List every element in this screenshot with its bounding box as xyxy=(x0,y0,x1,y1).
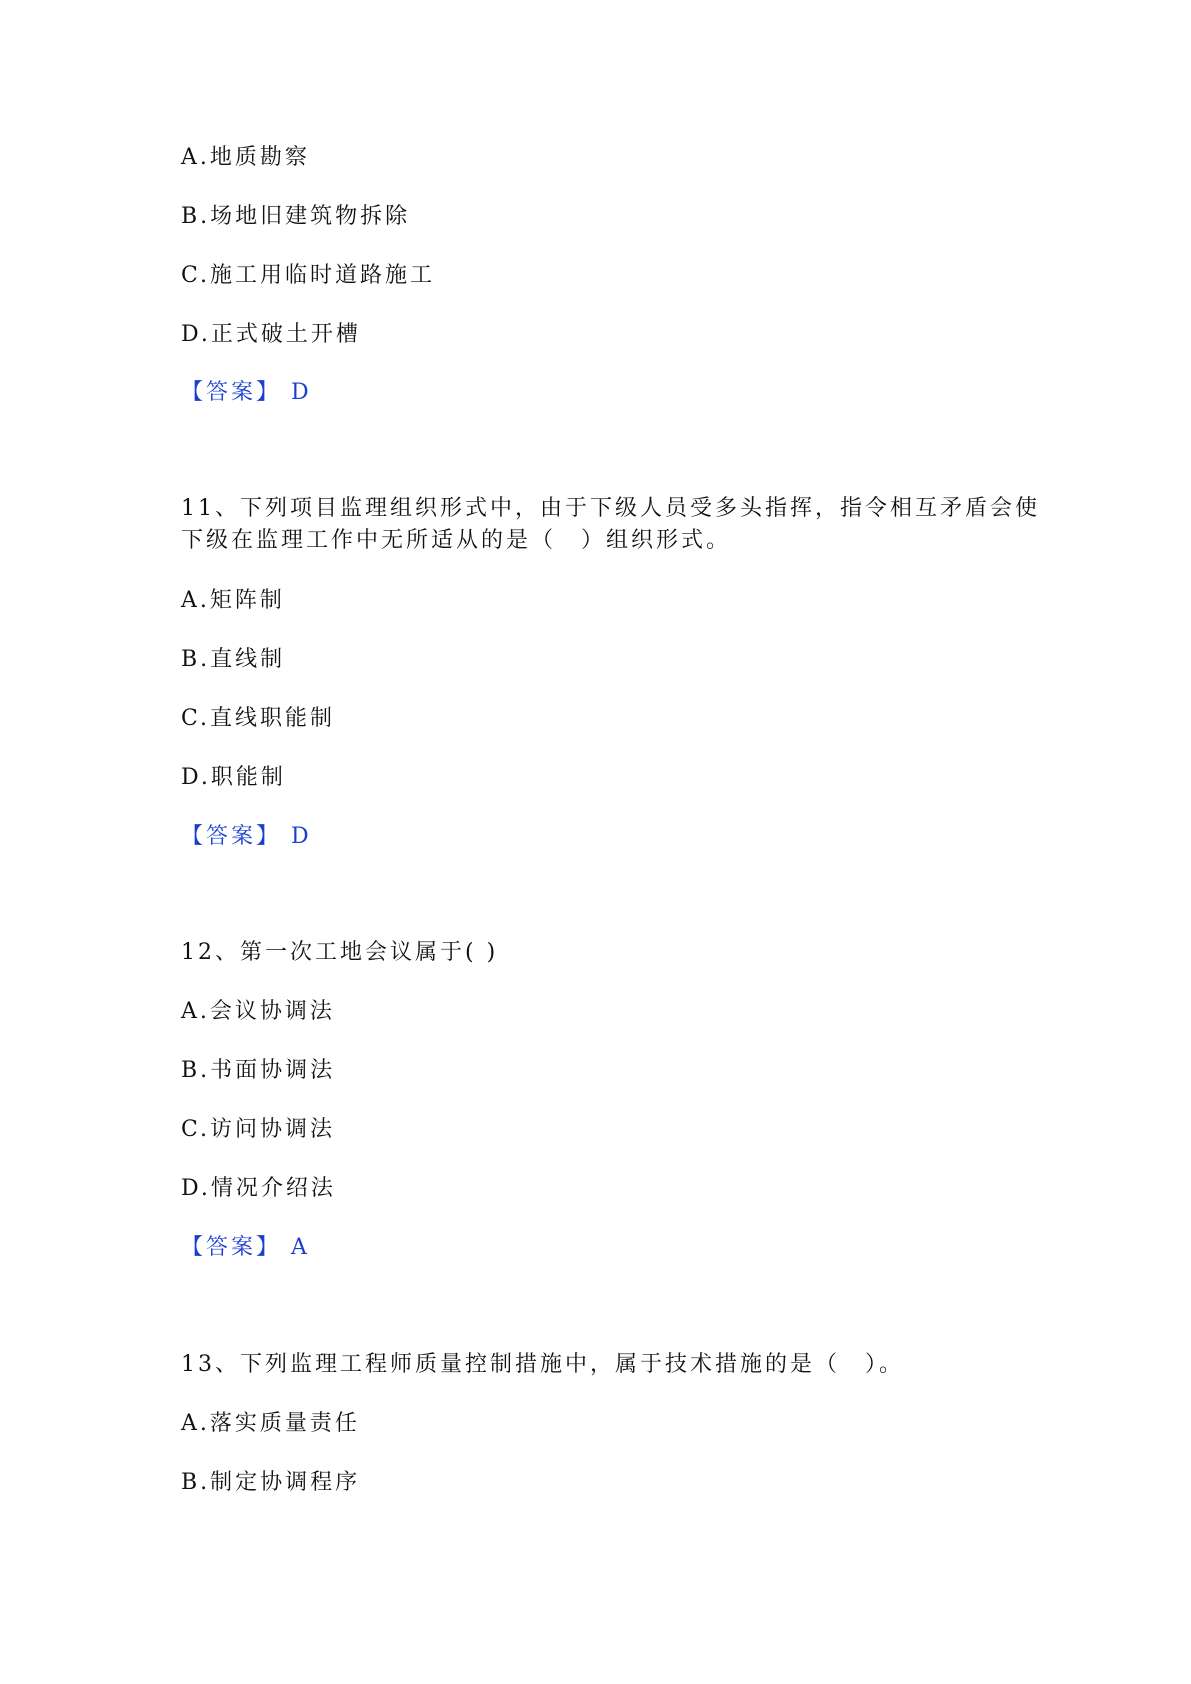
option-d: D.情况介绍法 xyxy=(181,1176,336,1201)
option-c: C.施工用临时道路施工 xyxy=(181,263,436,288)
question-text: 12、第一次工地会议属于( ) xyxy=(181,940,499,965)
option-a: A.地质勘察 xyxy=(181,145,310,170)
option-b: B.制定协调程序 xyxy=(181,1470,361,1495)
answer-label: 【答案】 D xyxy=(181,824,312,849)
answer-label: 【答案】 A xyxy=(181,1235,310,1260)
option-a: A.落实质量责任 xyxy=(181,1411,360,1436)
question-text: 13、下列监理工程师质量控制措施中，属于技术措施的是（ ）。 xyxy=(181,1352,904,1377)
option-d: D.职能制 xyxy=(181,765,286,790)
option-b: B.直线制 xyxy=(181,647,286,672)
option-c: C.直线职能制 xyxy=(181,706,336,731)
option-b: B.书面协调法 xyxy=(181,1058,336,1083)
option-c: C.访问协调法 xyxy=(181,1117,336,1142)
answer-label: 【答案】 D xyxy=(181,380,312,405)
question-text: 下级在监理工作中无所适从的是（ ）组织形式。 xyxy=(181,528,732,553)
option-b: B.场地旧建筑物拆除 xyxy=(181,204,411,229)
option-a: A.会议协调法 xyxy=(181,999,335,1024)
option-d: D.正式破土开槽 xyxy=(181,322,361,347)
option-a: A.矩阵制 xyxy=(181,588,285,613)
question-text: 11、下列项目监理组织形式中，由于下级人员受多头指挥，指令相互矛盾会使 xyxy=(181,496,1040,521)
